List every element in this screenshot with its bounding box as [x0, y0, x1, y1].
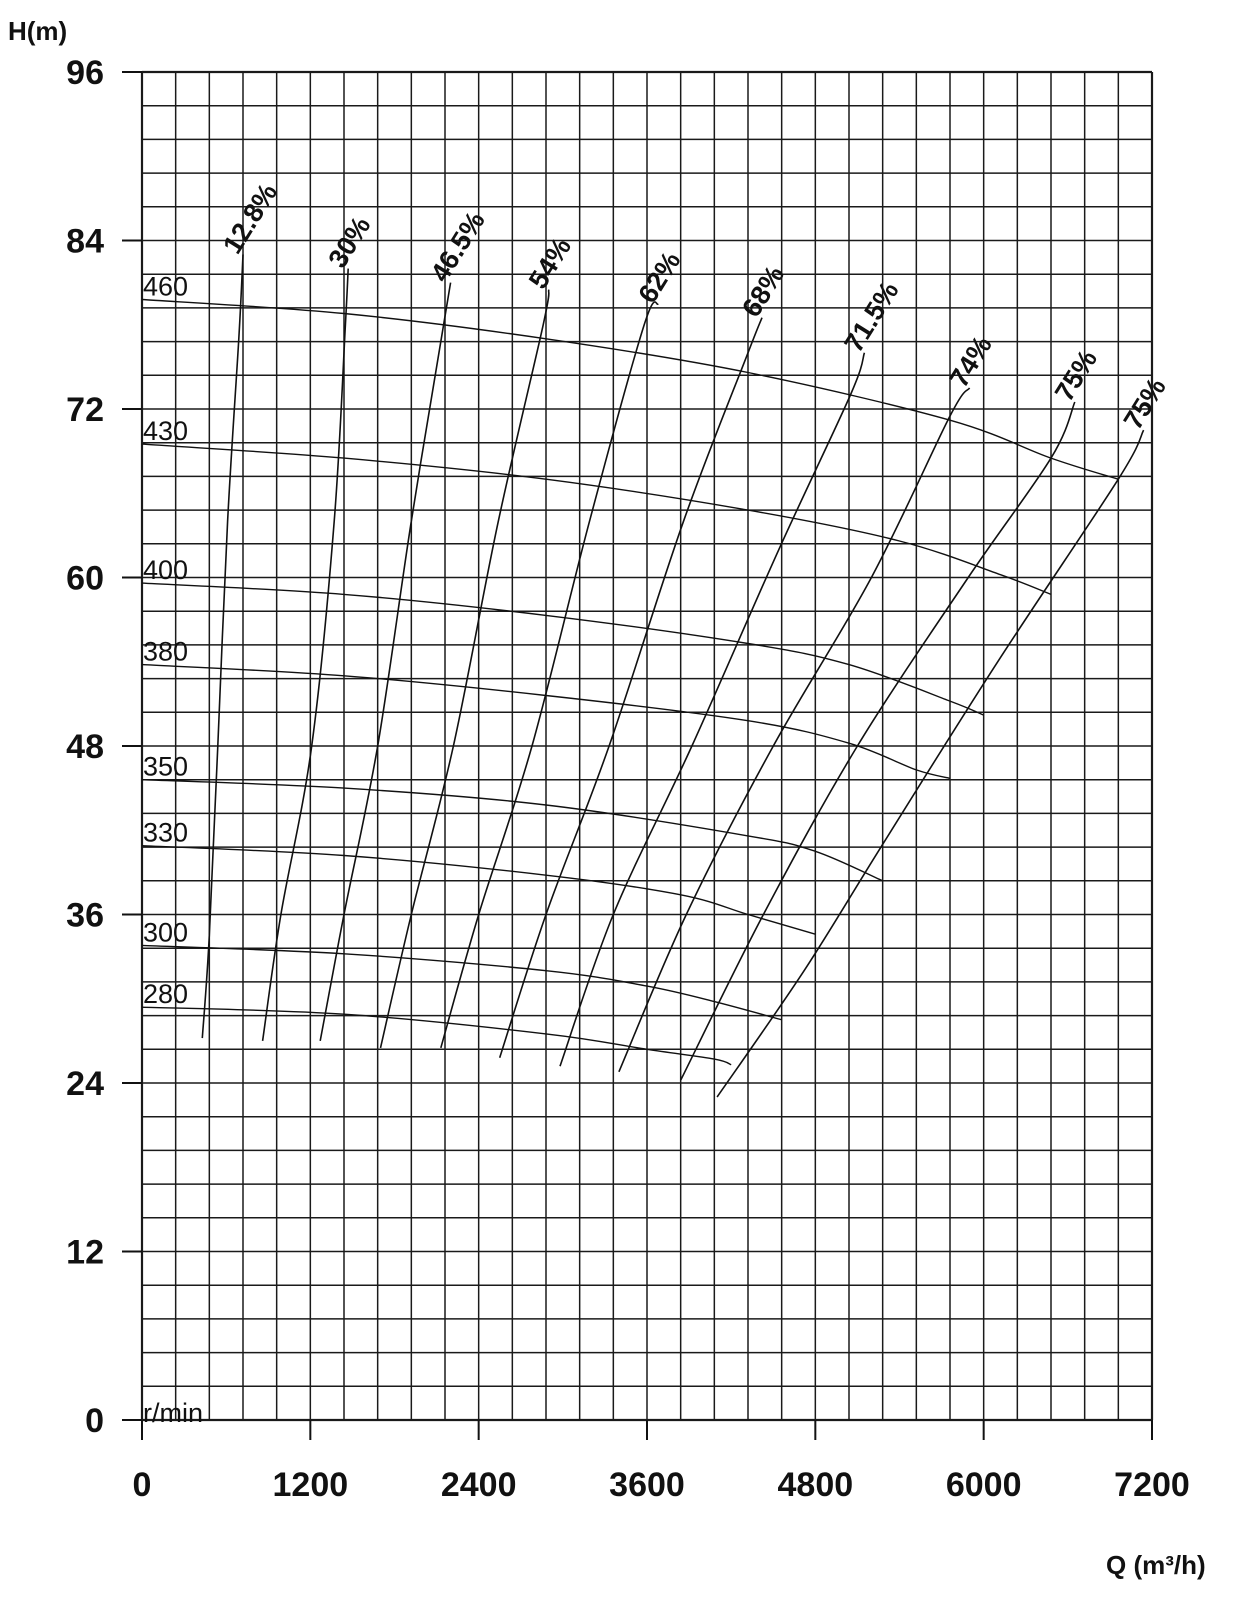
- efficiency-curve-6: [500, 318, 762, 1058]
- efficiency-label: 74%: [943, 330, 998, 393]
- speed-curve-label: 430: [143, 416, 189, 447]
- x-tick-label: 1200: [272, 1466, 349, 1504]
- efficiency-label: 46.5%: [424, 206, 491, 288]
- speed-curve-label: 280: [143, 979, 189, 1010]
- y-tick-label: 24: [66, 1065, 104, 1103]
- speed-curve-label: 400: [143, 555, 189, 586]
- efficiency-curve-4: [381, 290, 549, 1048]
- x-tick-label: 4800: [777, 1466, 854, 1504]
- efficiency-label: 71.5%: [838, 276, 905, 358]
- efficiency-label: 12.8%: [217, 178, 284, 259]
- speed-curve-label: 350: [143, 751, 189, 782]
- efficiency-curve-1: [202, 255, 243, 1039]
- speed-curve-label: 330: [143, 817, 189, 848]
- y-tick-label: 96: [66, 54, 104, 92]
- y-tick-label: 12: [66, 1233, 104, 1272]
- y-axis-title: H(m): [8, 16, 68, 46]
- rpm-unit-label: r/min: [143, 1398, 203, 1428]
- efficiency-curve-9: [681, 402, 1075, 1080]
- y-tick-label: 36: [66, 896, 104, 935]
- x-tick-label: 3600: [609, 1466, 685, 1504]
- speed-curve-label: 460: [143, 271, 189, 302]
- efficiency-label: 75%: [1117, 372, 1172, 435]
- x-tick-label: 2400: [440, 1466, 517, 1504]
- y-tick-label: 60: [66, 559, 104, 598]
- x-axis-title: Q (m³/h): [1106, 1550, 1206, 1580]
- speed-curve-label: 380: [143, 636, 189, 667]
- x-tick-label: 6000: [945, 1466, 1022, 1504]
- speed-curve-430: [142, 444, 1051, 594]
- y-tick-label: 0: [85, 1402, 104, 1440]
- speed-curve-label: 300: [143, 917, 189, 948]
- efficiency-curve-3: [320, 283, 450, 1041]
- y-tick-label: 48: [66, 728, 104, 766]
- efficiency-curve-5: [441, 302, 658, 1048]
- efficiency-label: 62%: [632, 246, 687, 309]
- speed-curve-460: [142, 300, 1118, 480]
- efficiency-label: 68%: [736, 260, 791, 323]
- y-tick-label: 72: [66, 391, 104, 429]
- efficiency-label: 75%: [1048, 344, 1104, 407]
- x-tick-label: 0: [132, 1466, 152, 1504]
- y-tick-label: 84: [66, 222, 104, 261]
- x-tick-label: 7200: [1114, 1466, 1190, 1504]
- efficiency-curve-2: [263, 269, 349, 1041]
- efficiency-label: 54%: [522, 232, 578, 295]
- efficiency-label: 30%: [322, 211, 377, 274]
